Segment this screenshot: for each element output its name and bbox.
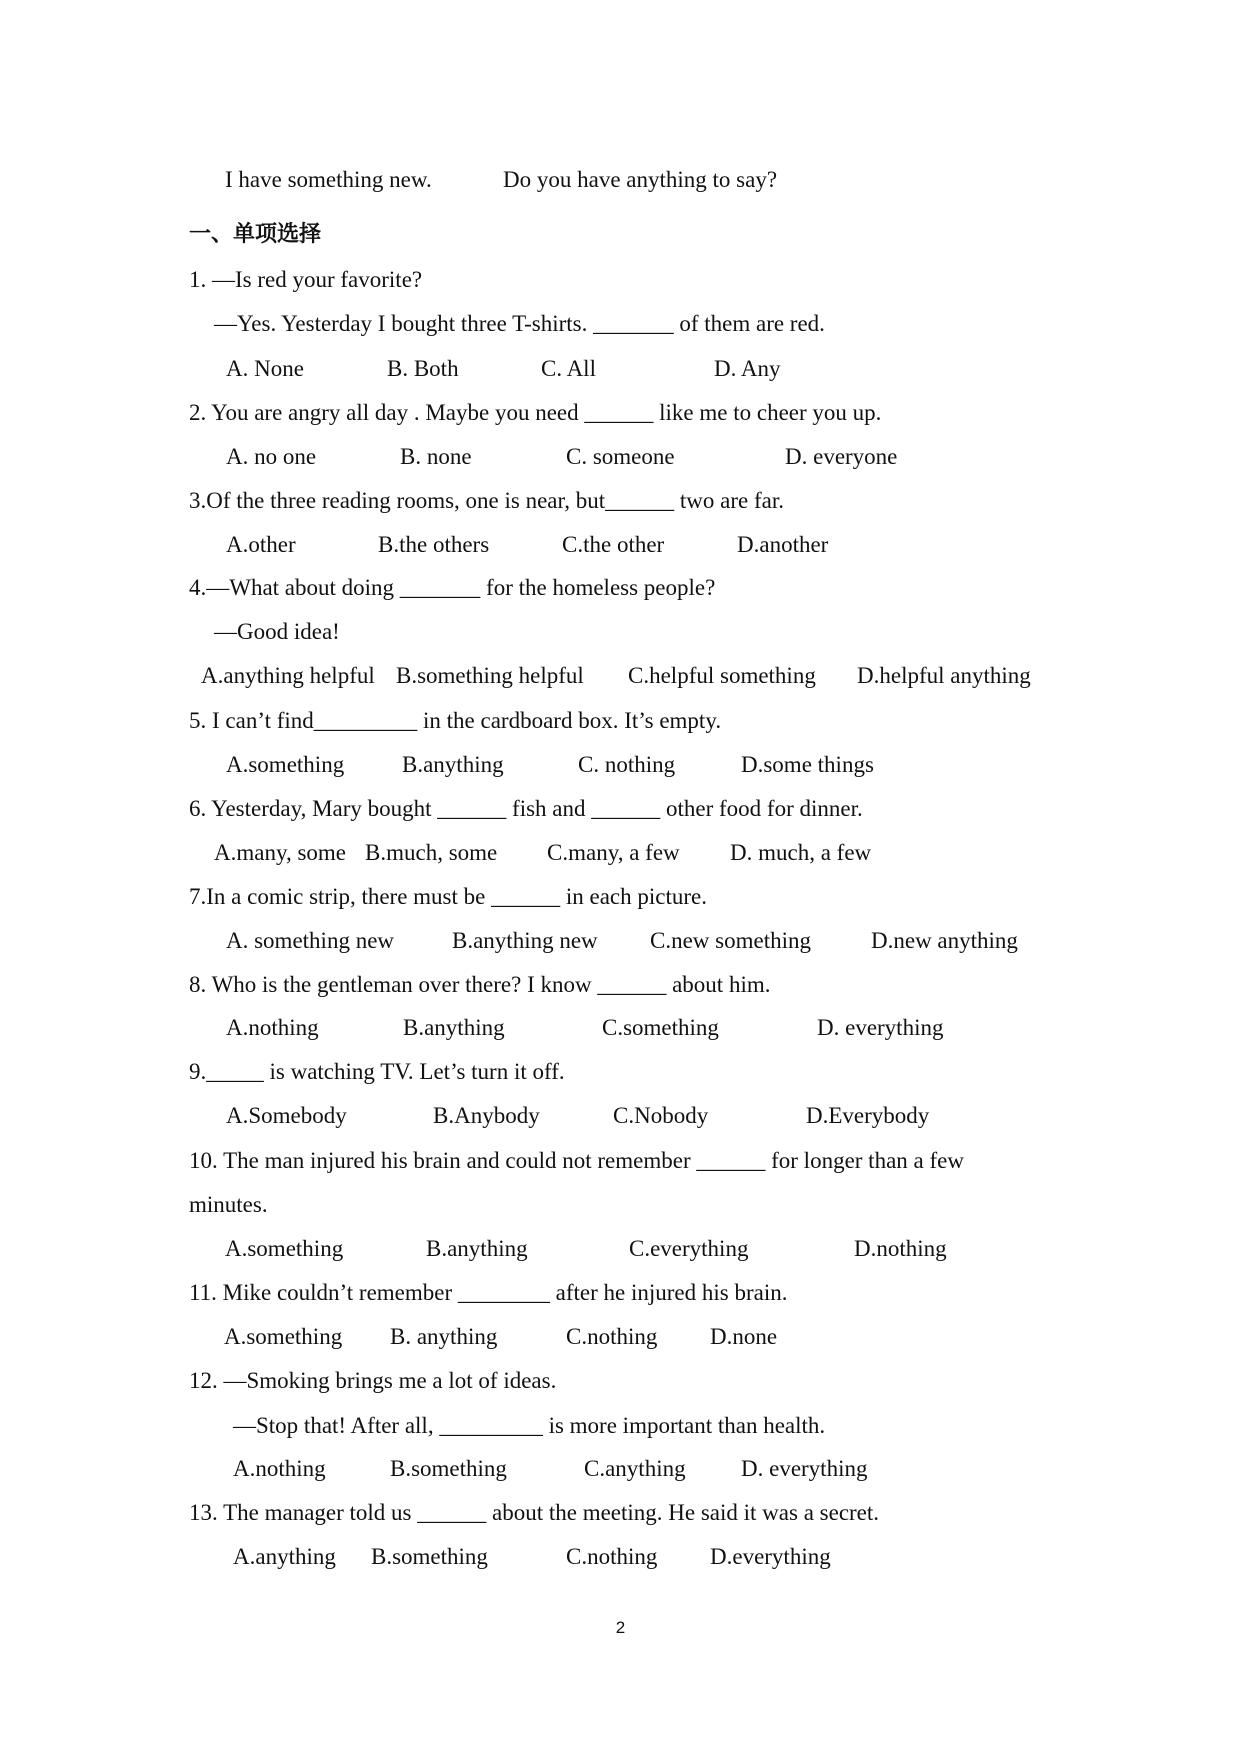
option-d: D. everyone (785, 444, 898, 469)
options-row (0, 1543, 1241, 1571)
question-stem-text: 7.In a comic strip, there must be ______ in each picture. (189, 884, 707, 909)
option-c: C.new something (650, 928, 811, 953)
option-b: B.the others (378, 532, 490, 557)
option-a: A.something (224, 1324, 343, 1349)
option-b: B.something (390, 1456, 507, 1481)
question-stem (0, 795, 1241, 823)
intro-examples (0, 166, 1241, 194)
option-c: C. someone (566, 444, 675, 469)
option-d: D.nothing (854, 1236, 947, 1261)
question-stem-text: 3.Of the three reading rooms, one is near, but______ two are far. (189, 488, 784, 513)
question-stem-text: 8. Who is the gentleman over there? I know ______ about him. (189, 972, 771, 997)
question-stem (0, 1147, 1241, 1175)
option-d: D.another (737, 532, 829, 557)
option-d: D. Any (714, 356, 781, 381)
option-d: D. everything (817, 1015, 944, 1040)
question-stem (0, 399, 1241, 427)
options-row (0, 1235, 1241, 1263)
question-stem (0, 1058, 1241, 1086)
options-row (0, 662, 1241, 690)
question-stem-text: 10. The man injured his brain and could not remember ______ for longer than a few (189, 1148, 964, 1173)
example-sentence: I have something new. (225, 167, 432, 192)
option-c: C.Nobody (613, 1103, 709, 1128)
option-a: A.Somebody (226, 1103, 347, 1128)
option-b: B. none (400, 444, 472, 469)
section-title: 一、单项选择 (189, 222, 322, 247)
option-a: A.other (226, 532, 296, 557)
question-stem (0, 618, 1241, 646)
option-c: C.something (602, 1015, 719, 1040)
question-stem (0, 487, 1241, 515)
question-stem (0, 1279, 1241, 1307)
options-row (0, 1014, 1241, 1042)
options-row (0, 355, 1241, 383)
question-stem (0, 266, 1241, 294)
option-a: A.anything (233, 1544, 336, 1569)
question-stem (0, 971, 1241, 999)
question-stem (0, 574, 1241, 602)
options-row (0, 751, 1241, 779)
example-sentence: Do you have anything to say? (503, 167, 778, 192)
option-c: C. nothing (578, 752, 676, 777)
option-a: A. something new (226, 928, 395, 953)
option-c: C.anything (584, 1456, 686, 1481)
option-a: A.nothing (226, 1015, 319, 1040)
question-stem (0, 1191, 1241, 1219)
question-stem-text: 4.—What about doing _______ for the homeless people? (189, 575, 716, 600)
option-a: A.many, some (214, 840, 347, 865)
option-b: B.Anybody (433, 1103, 540, 1128)
options-row (0, 1323, 1241, 1351)
question-stem-text: 2. You are angry all day . Maybe you need ______ like me to cheer you up. (189, 400, 882, 425)
option-d: D. much, a few (730, 840, 872, 865)
options-row (0, 443, 1241, 471)
question-stem-text: 5. I can’t find_________ in the cardboard box. It’s empty. (189, 708, 722, 733)
options-row (0, 531, 1241, 559)
option-d: D.none (710, 1324, 778, 1349)
option-b: B.anything (426, 1236, 528, 1261)
option-c: C.many, a few (547, 840, 680, 865)
question-stem (0, 1412, 1241, 1440)
option-d: D.new anything (871, 928, 1018, 953)
question-stem-text: 9._____ is watching TV. Let’s turn it off. (189, 1059, 565, 1084)
option-b: B.something (371, 1544, 488, 1569)
options-row (0, 1455, 1241, 1483)
option-a: A.something (226, 752, 345, 777)
options-row (0, 839, 1241, 867)
options-row (0, 1102, 1241, 1130)
option-c: C. All (541, 356, 596, 381)
question-stem-text: —Stop that! After all, _________ is more important than health. (233, 1413, 826, 1438)
option-a: A. no one (226, 444, 317, 469)
option-d: D.Everybody (806, 1103, 930, 1128)
question-stem-text: 1. —Is red your favorite? (189, 267, 423, 292)
question-stem-text: 11. Mike couldn’t remember ________ after he injured his brain. (189, 1280, 788, 1305)
option-d: D.some things (741, 752, 874, 777)
option-b: B.much, some (365, 840, 498, 865)
question-stem-text: —Good idea! (214, 619, 340, 644)
option-b: B. anything (390, 1324, 498, 1349)
option-c: C.the other (562, 532, 665, 557)
option-a: A.nothing (233, 1456, 326, 1481)
section-heading (0, 221, 1241, 249)
question-stem (0, 707, 1241, 735)
page-number: 2 (615, 1618, 626, 1637)
question-stem-text: 13. The manager told us ______ about the meeting. He said it was a secret. (189, 1500, 880, 1525)
option-a: A. None (226, 356, 304, 381)
option-c: C.nothing (566, 1544, 658, 1569)
option-b: B.anything (402, 752, 504, 777)
question-stem-text: 12. —Smoking brings me a lot of ideas. (189, 1368, 557, 1393)
option-c: C.nothing (566, 1324, 658, 1349)
option-b: B.anything new (452, 928, 598, 953)
question-stem-text: 6. Yesterday, Mary bought ______ fish and ______ other food for dinner. (189, 796, 863, 821)
option-c: C.everything (629, 1236, 749, 1261)
option-d: D. everything (741, 1456, 868, 1481)
question-stem-text: —Yes. Yesterday I bought three T-shirts. _______ of them are red. (214, 311, 825, 336)
option-b: B.anything (403, 1015, 505, 1040)
question-stem (0, 310, 1241, 338)
option-d: D.everything (710, 1544, 831, 1569)
option-c: C.helpful something (628, 663, 816, 688)
option-b: B.something helpful (396, 663, 584, 688)
question-stem (0, 883, 1241, 911)
question-stem (0, 1367, 1241, 1395)
question-stem (0, 1499, 1241, 1527)
option-a: A.something (225, 1236, 344, 1261)
option-a: A.anything helpful (201, 663, 375, 688)
question-stem-text: minutes. (189, 1192, 268, 1217)
options-row (0, 927, 1241, 955)
option-b: B. Both (387, 356, 459, 381)
option-d: D.helpful anything (857, 663, 1031, 688)
